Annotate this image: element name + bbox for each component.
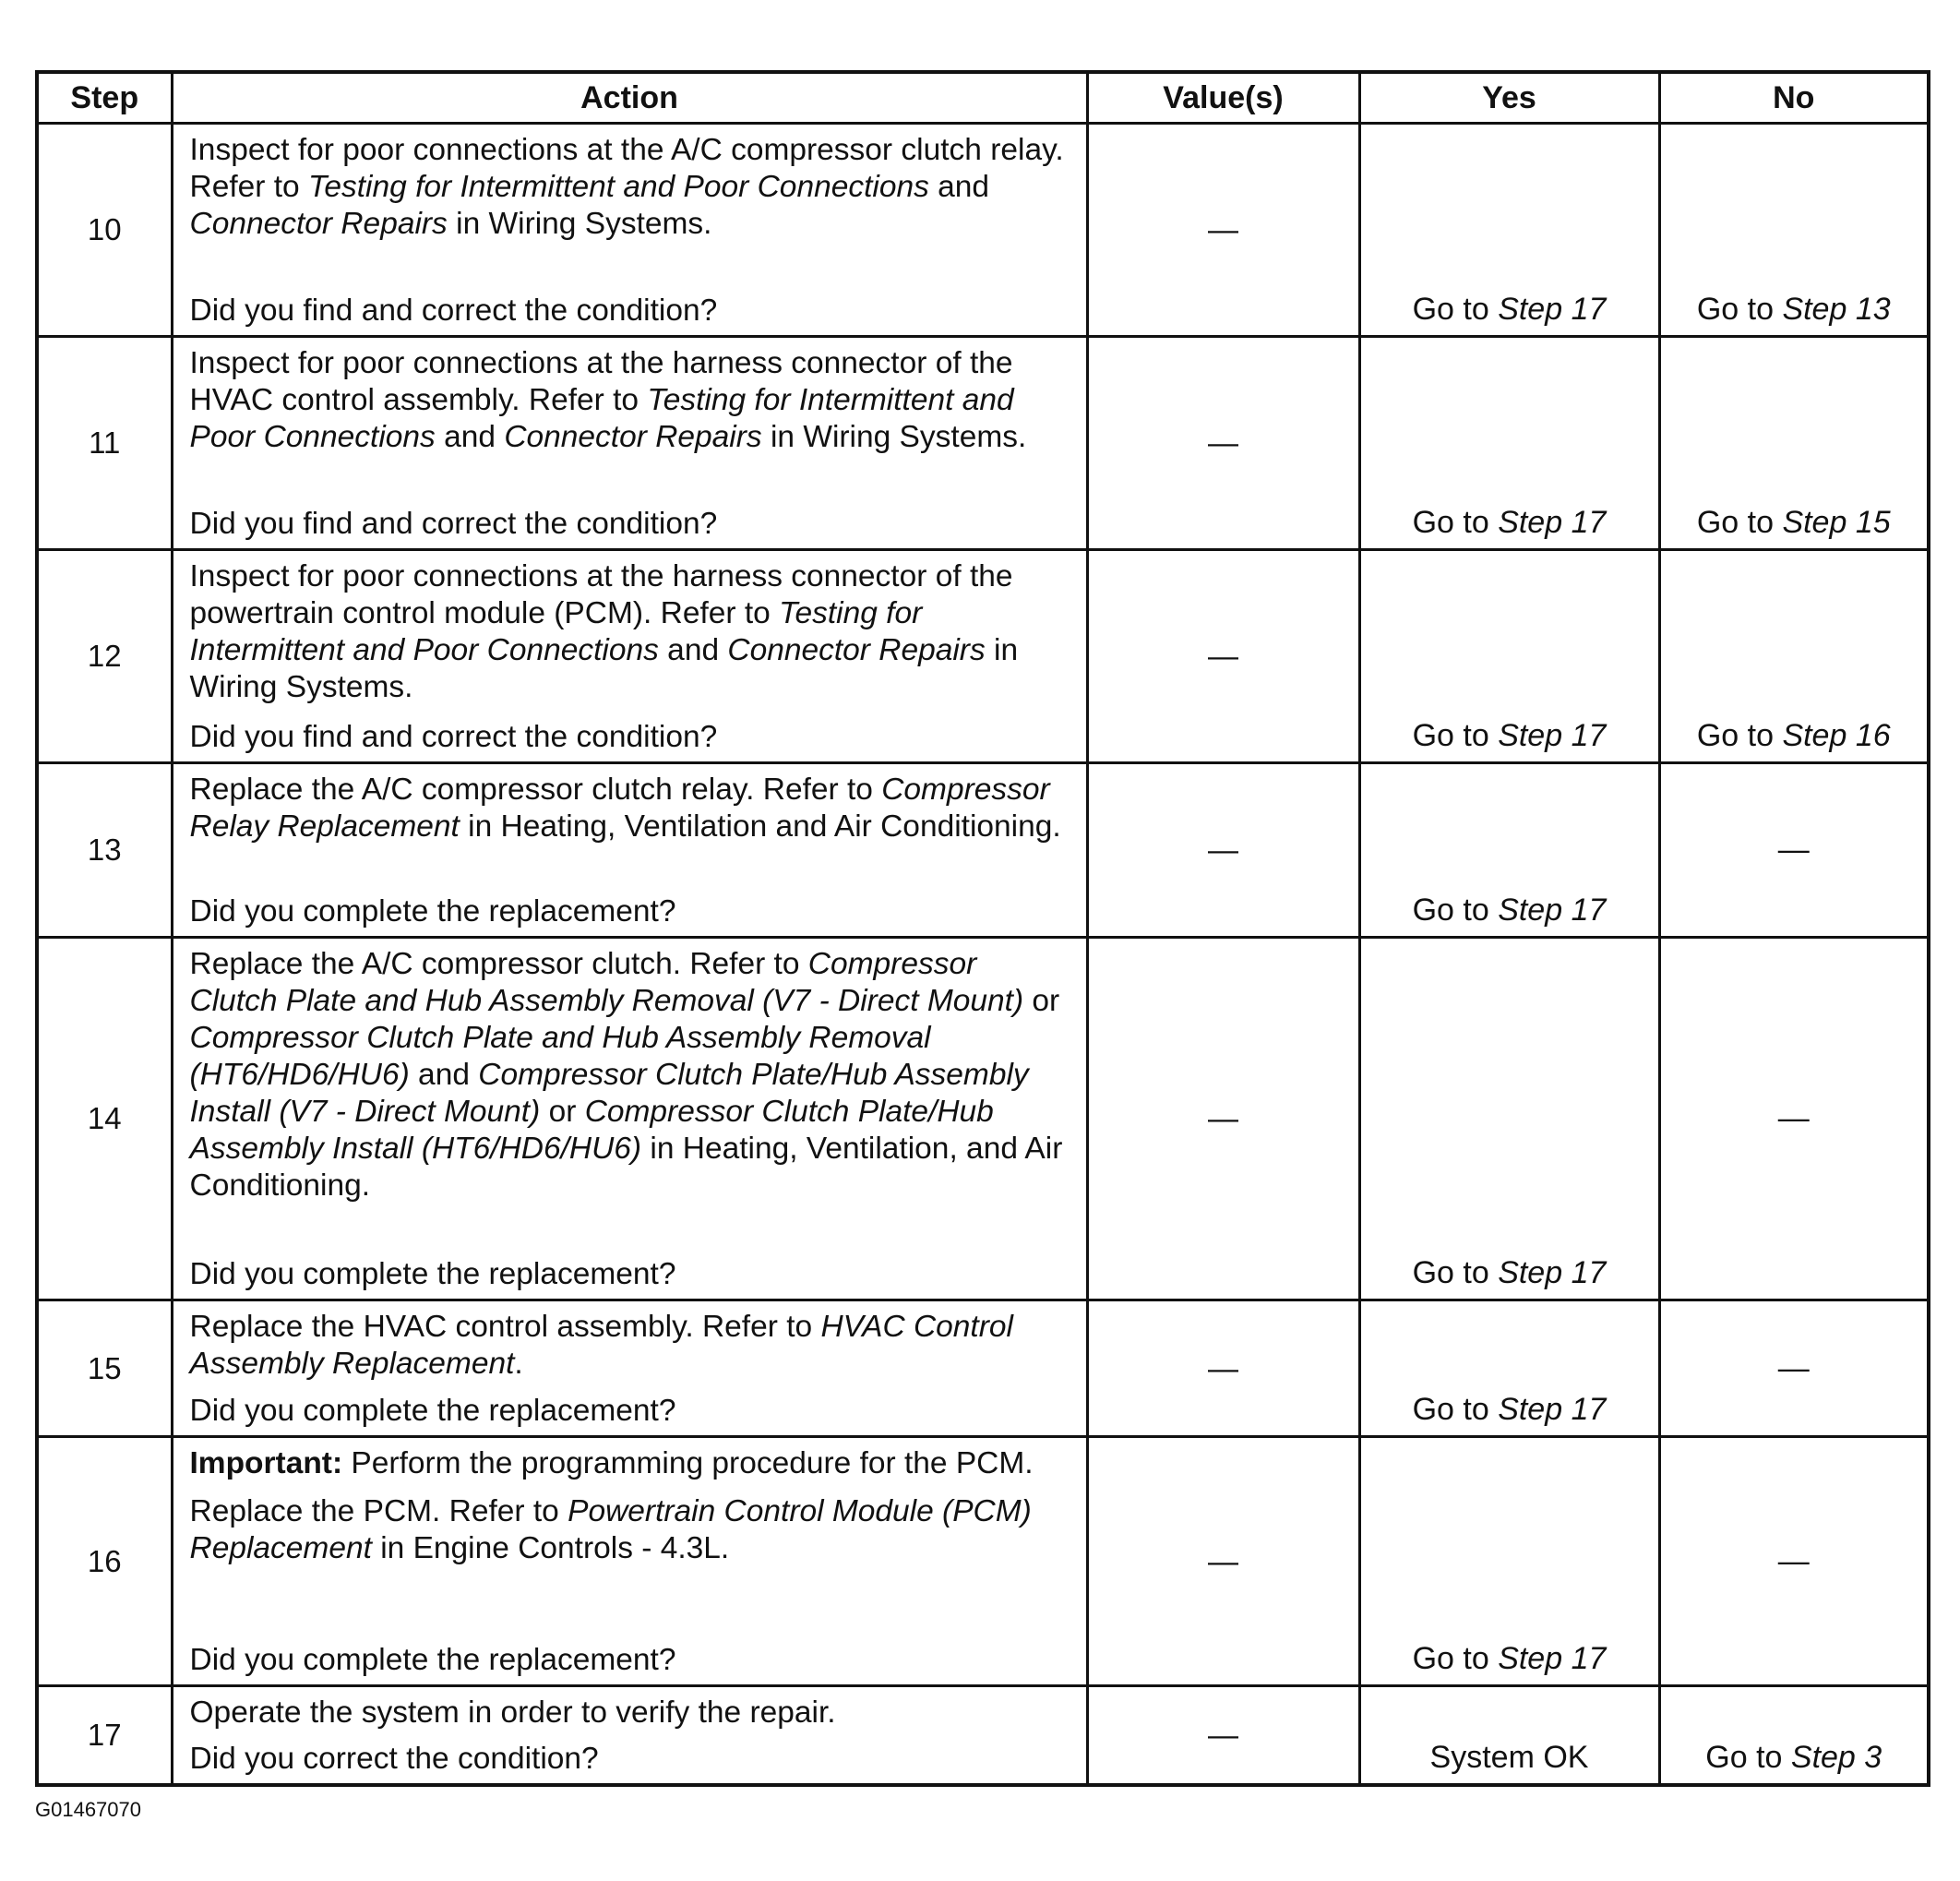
yes-result: System OK xyxy=(1429,1739,1589,1775)
action-content xyxy=(190,551,1070,761)
no-cell xyxy=(1659,337,1929,550)
yes-cell xyxy=(1359,1300,1659,1437)
value-cell: — xyxy=(1087,1300,1359,1437)
step-link: Step 17 xyxy=(1498,292,1607,327)
header-row xyxy=(37,72,1929,124)
action-text: Inspect for poor connections at the harness connector of the HVAC control assembly. Refer to xyxy=(189,346,1013,417)
reference-link-text: HVAC Control Assembly Replacement xyxy=(189,1310,1013,1381)
action-paragraph xyxy=(190,558,1070,706)
yes-result xyxy=(1361,893,1658,929)
action-paragraph xyxy=(190,1493,1070,1567)
column-header-values: Value(s) xyxy=(1087,72,1359,124)
table-row xyxy=(37,1300,1929,1437)
step-number: 12 xyxy=(37,550,172,763)
go-to-text: Go to xyxy=(1412,505,1499,540)
action-paragraph xyxy=(190,1309,1070,1383)
step-link: Step 16 xyxy=(1782,718,1891,753)
go-to-text: Go to xyxy=(1696,292,1783,327)
action-text: and xyxy=(928,170,990,204)
no-cell xyxy=(1659,1437,1929,1686)
action-cell xyxy=(172,337,1087,550)
important-label: Important: xyxy=(189,1446,343,1480)
action-question: Did you complete the replacement? xyxy=(189,1643,676,1677)
action-content xyxy=(190,1687,1070,1783)
action-instructions xyxy=(190,1445,1070,1567)
reference-link-text: Compressor Relay Replacement xyxy=(189,773,1050,844)
action-text: . xyxy=(514,1347,523,1381)
action-text: and xyxy=(409,1058,479,1092)
action-cell xyxy=(172,1686,1087,1785)
action-text: in Wiring Systems. xyxy=(761,420,1027,454)
go-to-text: Go to xyxy=(1696,718,1783,753)
action-content xyxy=(190,338,1070,548)
action-text: Replace the HVAC control assembly. Refer to xyxy=(189,1310,821,1344)
yes-result xyxy=(1361,1255,1658,1291)
step-link: Step 17 xyxy=(1498,1392,1607,1427)
value-cell: — xyxy=(1087,550,1359,763)
action-instructions xyxy=(190,558,1070,706)
step-link: Step 13 xyxy=(1782,292,1891,327)
action-paragraph xyxy=(190,946,1070,1204)
reference-link-text: Compressor Clutch Plate and Hub Assembly Removal (HT6/HD6/HU6) xyxy=(189,1021,931,1092)
column-header-action: Action xyxy=(172,72,1087,124)
go-to-text: Go to xyxy=(1412,1255,1499,1290)
action-cell xyxy=(172,763,1087,938)
action-text: Replace the A/C compressor clutch relay. Refer to xyxy=(189,773,882,807)
reference-link-text: Testing for Intermittent and Poor Connections xyxy=(189,596,923,667)
go-to-text: Go to xyxy=(1696,505,1783,540)
reference-link-text: Connector Repairs xyxy=(727,633,986,667)
step-link: Step 17 xyxy=(1498,893,1607,928)
step-number: 13 xyxy=(37,763,172,938)
table-row xyxy=(37,763,1929,938)
yes-cell xyxy=(1359,1437,1659,1686)
action-content xyxy=(190,1438,1070,1684)
value-cell: — xyxy=(1087,337,1359,550)
no-cell xyxy=(1659,763,1929,938)
action-text: in Engine Controls - 4.3L. xyxy=(371,1531,730,1565)
go-to-text: Go to xyxy=(1412,292,1499,327)
action-instructions xyxy=(190,1695,1070,1731)
go-to-text: Go to xyxy=(1705,1739,1791,1775)
column-header-step: Step xyxy=(37,72,172,124)
table-row xyxy=(37,124,1929,337)
no-result: — xyxy=(1777,832,1810,868)
yes-cell xyxy=(1359,337,1659,550)
reference-link-text: Testing for Intermittent and Poor Connections xyxy=(307,170,929,204)
table-row xyxy=(37,1437,1929,1686)
step-number: 17 xyxy=(37,1686,172,1785)
action-text: Operate the system in order to verify the repair. xyxy=(189,1695,836,1730)
action-cell xyxy=(172,938,1087,1300)
action-text: Inspect for poor connections at the A/C compressor clutch relay. Refer to xyxy=(189,133,1064,204)
no-result xyxy=(1661,505,1928,541)
step-number: 11 xyxy=(37,337,172,550)
column-header-no: No xyxy=(1659,72,1929,124)
action-question: Did you complete the replacement? xyxy=(189,1257,676,1291)
reference-link-text: Connector Repairs xyxy=(189,207,448,241)
yes-cell xyxy=(1359,1686,1659,1785)
table-body xyxy=(37,124,1929,1785)
yes-result xyxy=(1361,1641,1658,1677)
step-link: Step 17 xyxy=(1498,505,1607,540)
action-text: Inspect for poor connections at the harness connector of the powertrain control module (PCM). Refer to xyxy=(189,559,1013,630)
no-cell xyxy=(1659,124,1929,337)
action-paragraph xyxy=(190,1445,1070,1482)
step-number: 16 xyxy=(37,1437,172,1686)
action-text: in Heating, Ventilation and Air Conditioning. xyxy=(459,809,1061,844)
action-text: and xyxy=(658,633,728,667)
no-result: — xyxy=(1777,1350,1810,1385)
no-result xyxy=(1661,718,1928,754)
action-cell xyxy=(172,1300,1087,1437)
action-instructions xyxy=(190,132,1070,243)
value-cell: — xyxy=(1087,1437,1359,1686)
action-text: or xyxy=(540,1095,585,1129)
yes-result xyxy=(1361,292,1658,328)
action-paragraph xyxy=(190,1695,1070,1731)
action-paragraph xyxy=(190,345,1070,456)
value-cell: — xyxy=(1087,124,1359,337)
column-header-yes: Yes xyxy=(1359,72,1659,124)
value-cell: — xyxy=(1087,938,1359,1300)
action-cell xyxy=(172,550,1087,763)
action-instructions xyxy=(190,772,1070,845)
reference-link-text: Compressor Clutch Plate and Hub Assembly Removal (V7 - Direct Mount) xyxy=(189,947,1024,1018)
no-result xyxy=(1661,292,1928,328)
action-question: Did you find and correct the condition? xyxy=(189,720,718,754)
yes-cell xyxy=(1359,550,1659,763)
action-paragraph xyxy=(190,772,1070,845)
action-instructions xyxy=(190,1309,1070,1383)
action-text: Replace the PCM. Refer to xyxy=(189,1494,568,1528)
table-row xyxy=(37,337,1929,550)
table-row xyxy=(37,1686,1929,1785)
action-text: in Wiring Systems. xyxy=(447,207,712,241)
no-result: — xyxy=(1777,1543,1810,1578)
yes-result xyxy=(1361,505,1658,541)
action-question: Did you correct the condition? xyxy=(189,1741,599,1776)
reference-link-text: Powertrain Control Module (PCM) Replacement xyxy=(189,1494,1032,1565)
no-result xyxy=(1661,1740,1928,1776)
figure-id: G01467070 xyxy=(35,1798,141,1821)
go-to-text: Go to xyxy=(1412,1641,1499,1676)
step-link: Step 15 xyxy=(1782,505,1891,540)
no-result: — xyxy=(1777,1100,1810,1136)
action-question: Did you find and correct the condition? xyxy=(189,294,718,328)
action-content xyxy=(190,1301,1070,1435)
no-cell xyxy=(1659,1686,1929,1785)
table-row xyxy=(37,550,1929,763)
action-question: Did you find and correct the condition? xyxy=(189,507,718,541)
action-instructions xyxy=(190,345,1070,456)
action-question: Did you complete the replacement? xyxy=(189,1394,676,1428)
yes-cell xyxy=(1359,763,1659,938)
step-link: Step 3 xyxy=(1790,1739,1882,1775)
reference-link-text: Compressor Clutch Plate/Hub Assembly Install (V7 - Direct Mount) xyxy=(189,1058,1029,1129)
step-link: Step 17 xyxy=(1498,1255,1607,1290)
action-content xyxy=(190,125,1070,335)
action-text: and xyxy=(435,420,505,454)
yes-result xyxy=(1361,1392,1658,1428)
action-text: in Wiring Systems. xyxy=(189,633,1019,704)
value-cell: — xyxy=(1087,1686,1359,1785)
no-cell xyxy=(1659,1300,1929,1437)
reference-link-text: Compressor Clutch Plate/Hub Assembly Install (HT6/HD6/HU6) xyxy=(189,1095,994,1166)
no-cell xyxy=(1659,550,1929,763)
step-number: 10 xyxy=(37,124,172,337)
action-content xyxy=(190,939,1070,1299)
yes-result xyxy=(1361,718,1658,754)
go-to-text: Go to xyxy=(1412,1392,1499,1427)
action-text: or xyxy=(1023,984,1060,1018)
action-question: Did you complete the replacement? xyxy=(189,894,676,929)
action-cell xyxy=(172,1437,1087,1686)
action-paragraph xyxy=(190,132,1070,243)
no-cell xyxy=(1659,938,1929,1300)
go-to-text: Go to xyxy=(1412,893,1499,928)
action-text: Replace the A/C compressor clutch. Refer to xyxy=(189,947,808,981)
action-cell xyxy=(172,124,1087,337)
value-cell: — xyxy=(1087,763,1359,938)
diagnostic-table xyxy=(35,70,1930,1787)
step-link: Step 17 xyxy=(1498,1641,1607,1676)
step-number: 15 xyxy=(37,1300,172,1437)
action-instructions xyxy=(190,946,1070,1204)
yes-cell xyxy=(1359,938,1659,1300)
go-to-text: Go to xyxy=(1412,718,1499,753)
reference-link-text: Connector Repairs xyxy=(504,420,762,454)
step-number: 14 xyxy=(37,938,172,1300)
action-text: in Heating, Ventilation, and Air Conditioning. xyxy=(189,1132,1063,1203)
table-row xyxy=(37,938,1929,1300)
action-text: Perform the programming procedure for the PCM. xyxy=(342,1446,1034,1480)
reference-link-text: Testing for Intermittent and Poor Connections xyxy=(189,383,1014,454)
step-link: Step 17 xyxy=(1498,718,1607,753)
action-content xyxy=(190,764,1070,936)
yes-cell xyxy=(1359,124,1659,337)
